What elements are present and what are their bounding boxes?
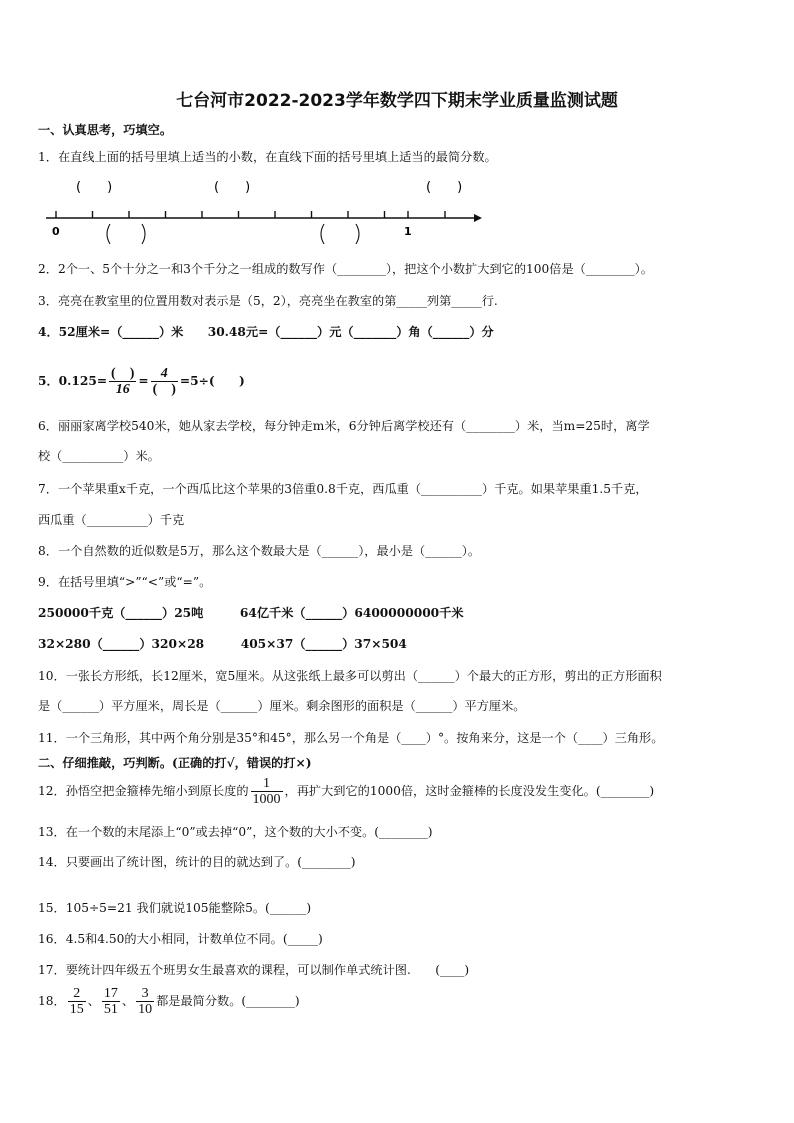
question-5 (38, 366, 245, 397)
q5-frac1-denominator: 16 (115, 382, 130, 397)
q5-prefix: 5．0.125= (38, 374, 108, 388)
q18-f2-numerator: 17 (103, 986, 118, 1001)
section-heading-judge: 二、仔细推敲，巧判断。(正确的打√，错误的打×) (38, 756, 312, 770)
question-1: 1．在直线上面的括号里填上适当的小数，在直线下面的括号里填上适当的最简分数。 (38, 150, 497, 164)
q18-fraction-3 (136, 986, 154, 1017)
question-18 (38, 986, 300, 1017)
question-17: 17．要统计四年级五个班男女生最喜欢的课程，可以制作单式统计图. (____) (38, 963, 470, 977)
question-6-line-2: 校（__________）米。 (38, 449, 160, 463)
q18-f2-denominator: 51 (103, 1002, 118, 1017)
number-line (38, 172, 498, 246)
q18-fraction-2 (102, 986, 120, 1017)
q5-frac1-numerator: ( ) (111, 366, 135, 381)
q12-numerator: 1 (251, 776, 283, 792)
axis-label-1: 1 (404, 225, 412, 238)
axis-label-0: 0 (52, 225, 60, 238)
question-3: 3．亮亮在教室里的位置用数对表示是（5，2），亮亮坐在教室的第_____列第_____行. (38, 294, 498, 308)
question-16: 16．4.5和4.50的大小相同，计数单位不同。(_____) (38, 932, 323, 946)
q5-mid: = (138, 374, 149, 388)
q12-denominator: 1000 (252, 792, 281, 807)
question-10-line-1: 10．一张长方形纸，长12厘米，宽5厘米。从这张纸上最多可以剪出（______）个最大的正方形，剪出的正方形面积 (38, 669, 662, 683)
axis-arrow (474, 214, 482, 222)
question-2: 2．2个一、5个十分之一和3个千分之一组成的数写作（________），把这个小数扩大到它的100倍是（________）。 (38, 262, 653, 276)
top-paren-3: ( ) (426, 180, 463, 195)
q18-f3-denominator: 10 (138, 1002, 153, 1017)
q12-suffix: ，再扩大到它的1000倍，这时金箍棒的长度没发生变化。(________) (284, 784, 655, 798)
q5-suffix: =5÷( ) (179, 374, 245, 388)
top-paren-1: ( ) (76, 180, 113, 195)
question-9-row-2: 32×280（______）320×28 405×37（______）37×504 (38, 637, 407, 651)
question-12 (38, 776, 654, 807)
question-4: 4．52厘米=（______）米 30.48元=（______）元（_______）角（______）分 (38, 325, 494, 339)
page-title: 七台河市2022-2023学年数学四下期末学业质量监测试题 (176, 91, 618, 111)
question-6-line-1: 6．丽丽家离学校540米，她从家去学校，每分钟走m米，6分钟后离学校还有（________）米，当m=25时，离学 (38, 419, 650, 433)
question-7-line-1: 7．一个苹果重x千克，一个西瓜比这个苹果的3倍重0.8千克，西瓜重（__________）千克。如果苹果重1.5千克， (38, 482, 648, 496)
q18-prefix: 18． (38, 994, 66, 1008)
q18-f1-denominator: 15 (69, 1002, 84, 1017)
question-14: 14．只要画出了统计图，统计的目的就达到了。(________) (38, 855, 356, 869)
question-15: 15．105÷5=21 我们就说105能整除5。(______) (38, 901, 312, 915)
question-13: 13．在一个数的末尾添上“0”或去掉“0”，这个数的大小不变。(________) (38, 825, 433, 839)
question-7-line-2: 西瓜重（__________）千克 (38, 513, 185, 527)
q12-fraction (251, 776, 283, 807)
q5-frac2-denominator: ( ) (152, 382, 176, 397)
q18-f1-numerator: 2 (68, 986, 86, 1002)
top-paren-2: ( ) (214, 180, 251, 195)
q18-sep-2: 、 (121, 994, 135, 1008)
question-9-row-1: 250000千克（______）25吨 64亿千米（______）6400000000千米 (38, 606, 464, 620)
q18-suffix: 都是最简分数。(________) (156, 994, 300, 1008)
bottom-bracket-1 (107, 224, 145, 244)
question-9: 9．在括号里填“>”“<”或“=”。 (38, 575, 212, 589)
bottom-bracket-2 (321, 224, 359, 244)
q5-fraction-1 (109, 366, 136, 397)
question-8: 8．一个自然数的近似数是5万，那么这个数最大是（______），最小是（______）。 (38, 544, 481, 558)
tick-marks (56, 211, 445, 218)
q5-frac2-numerator: 4 (151, 366, 178, 382)
question-11: 11．一个三角形，其中两个角分别是35°和45°，那么另一个角是（____）°。按角来分，这是一个（____）三角形。 (38, 731, 664, 745)
q18-fraction-1 (68, 986, 86, 1017)
question-10-line-2: 是（______）平方厘米，周长是（______）厘米。剩余图形的面积是（______）平方厘米。 (38, 699, 526, 713)
section-heading-fill: 一、认真思考，巧填空。 (38, 123, 173, 137)
q12-prefix: 12．孙悟空把金箍棒先缩小到原长度的 (38, 784, 249, 798)
q18-sep-1: 、 (87, 994, 100, 1008)
q5-fraction-2 (151, 366, 178, 397)
q18-f3-numerator: 3 (136, 986, 154, 1002)
